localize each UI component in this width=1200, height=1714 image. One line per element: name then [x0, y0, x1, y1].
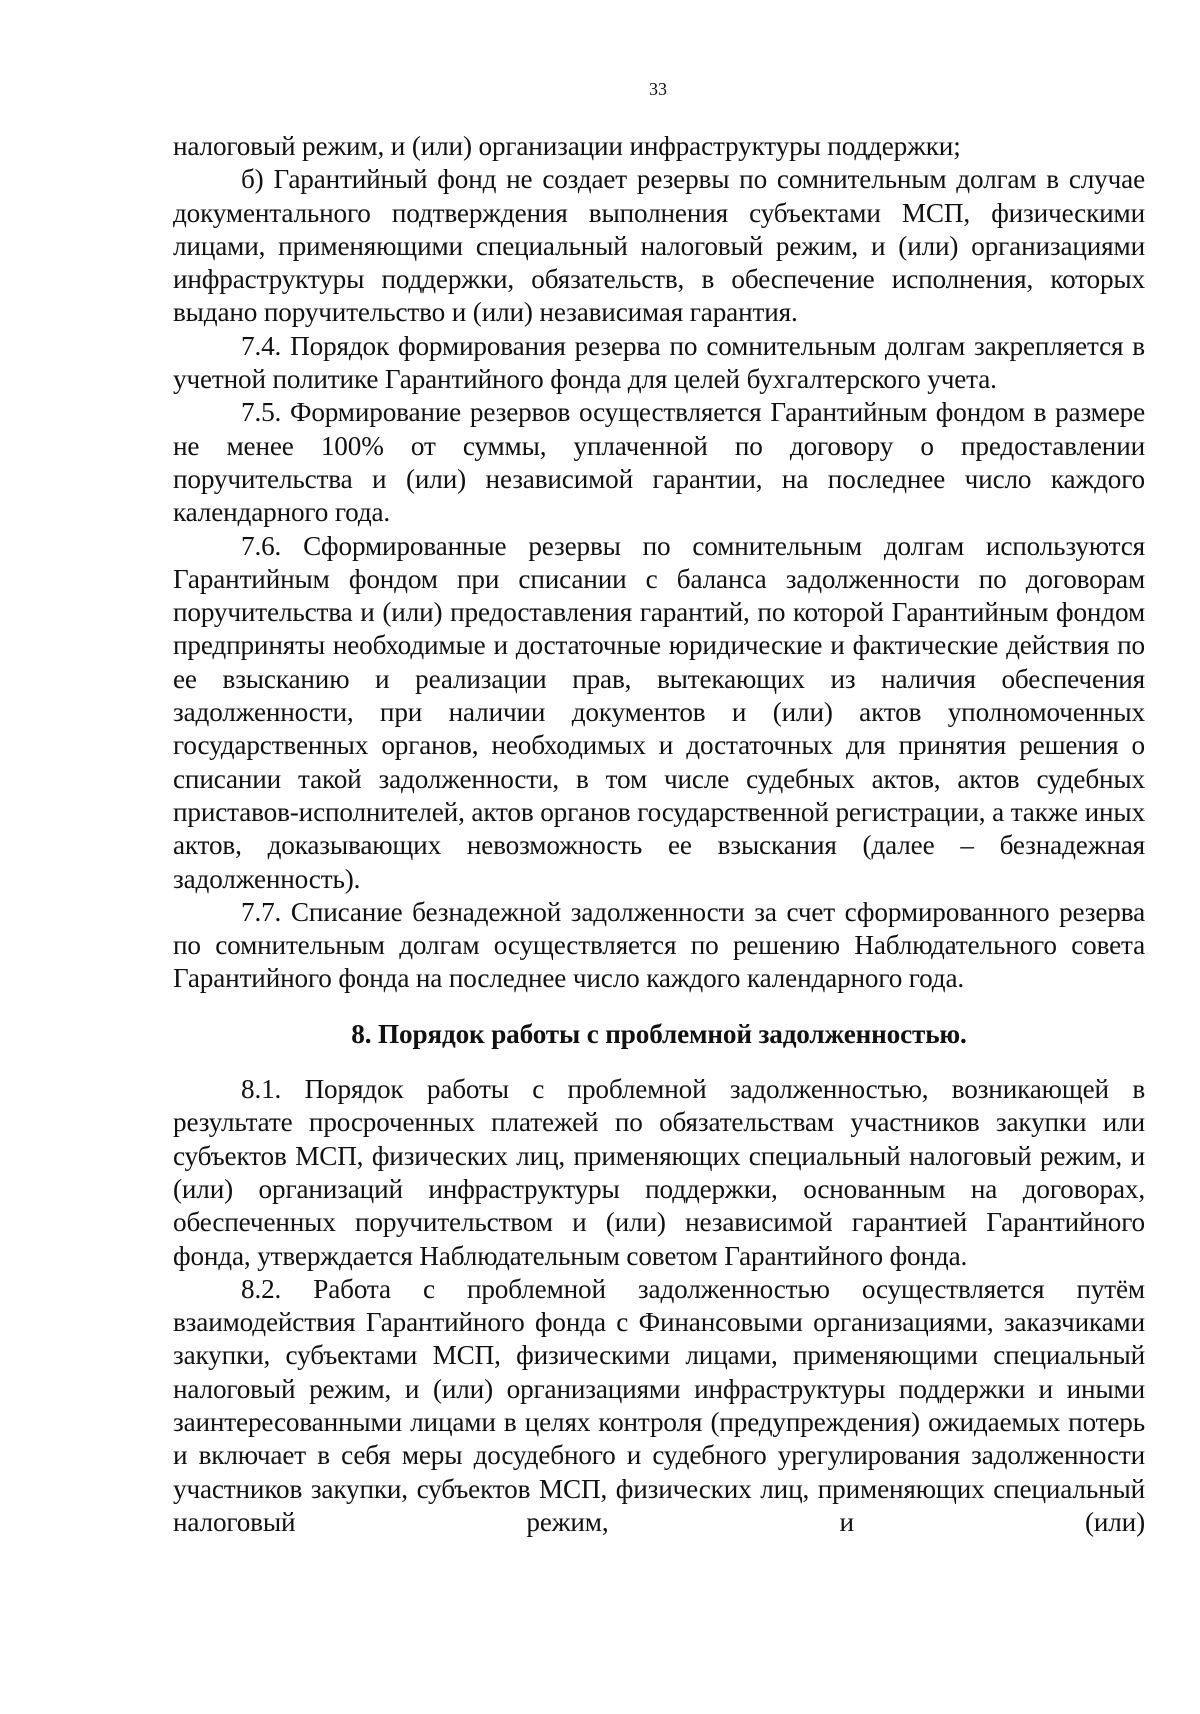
- paragraph-7-4: 7.4. Порядок формирования резерва по сомнительным долгам закрепляется в учетной политике Гарантийного фонда для целей бухгалтерского учета.: [173, 330, 1145, 395]
- section-heading: 8. Порядок работы с проблемной задолженностью.: [351, 1018, 967, 1049]
- paragraph-8-2: 8.2. Работа с проблемной задолженностью осуществляется путём взаимодействия Гарантийного фонда с Финансовыми организациями, заказчиками закупки, субъектами МСП, физическими лицами, применяющими специальный налоговый режим, и (или) организациями инфраструктуры поддержки и иными заинтересованными лицами в целях контроля (предупреждения) ожидаемых потерь и включает в себя меры досудебного и судебного урегулирования задолженности участников закупки, субъектов МСП, физических лиц, применяющих специальный налоговый режим, и (или): [173, 1273, 1145, 1537]
- document-body: [173, 130, 1145, 1539]
- paragraph-continuation: налоговый режим, и (или) организации инфраструктуры поддержки;: [173, 131, 961, 161]
- paragraph-7-6: 7.6. Сформированные резервы по сомнительным долгам используются Гарантийным фондом при списании с баланса задолженности по договорам поручительства и (или) предоставления гарантий, по которой Гарантийным фондом предприняты необходимые и достаточные юридические и фактические действия по ее взысканию и реализации прав, вытекающих из наличия обеспечения задолженности, при наличии документов и (или) актов уполномоченных государственных органов, необходимых и достаточных для принятия решения о списании такой задолженности, в том числе судебных актов, актов судебных приставов-исполнителей, актов органов государственной регистрации, а также иных актов, доказывающих невозможность ее взыскания (далее – безнадежная задолженность).: [173, 530, 1145, 894]
- paragraph-7-7: 7.7. Списание безнадежной задолженности за счет сформированного резерва по сомнительным долгам осуществляется по решению Наблюдательного совета Гарантийного фонда на последнее число каждого календарного года.: [173, 896, 1145, 994]
- paragraph-7-5: 7.5. Формирование резервов осуществляется Гарантийным фондом в размере не менее 100% от суммы, уплаченной по договору о предоставлении поручительства и (или) независимой гарантии, на последнее число каждого календарного года.: [173, 397, 1145, 528]
- page-number: 33: [649, 79, 667, 99]
- paragraph-b: б) Гарантийный фонд не создает резервы по сомнительным долгам в случае документального подтверждения выполнения субъектами МСП, физическими лицами, применяющими специальный налоговый режим, и (или) организациями инфраструктуры поддержки, обязательств, в обеспечение исполнения, которых выдано поручительство и (или) независимая гарантия.: [173, 164, 1145, 328]
- paragraph-8-1: 8.1. Порядок работы с проблемной задолженностью, возникающей в результате просроченных платежей по обязательствам участников закупки или субъектов МСП, физических лиц, применяющих специальный налоговый режим, и (или) организаций инфраструктуры поддержки, основанным на договорах, обеспеченных поручительством и (или) независимой гарантией Гарантийного фонда, утверждается Наблюдательным советом Гарантийного фонда.: [173, 1074, 1145, 1271]
